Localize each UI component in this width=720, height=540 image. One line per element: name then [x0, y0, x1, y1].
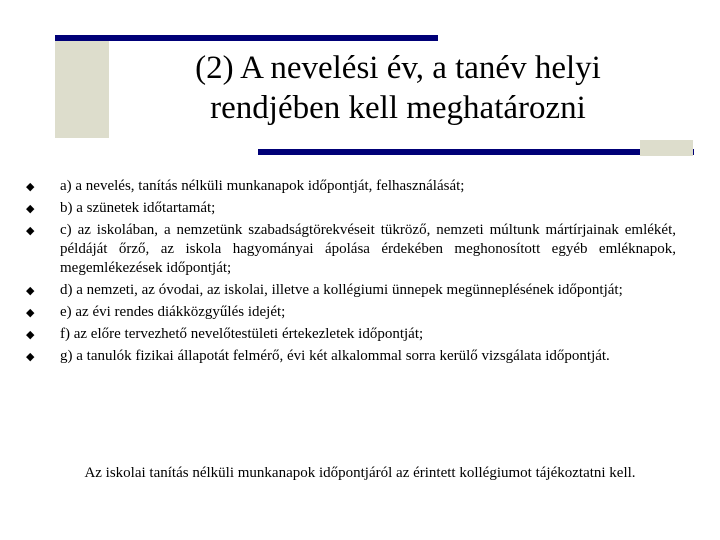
list-item — [26, 281, 676, 300]
list-item — [26, 347, 676, 366]
decorative-line-bottom — [258, 149, 694, 155]
slide-title-line-2: rendjében kell meghatározni — [210, 90, 586, 126]
diamond-bullet-icon: ◆ — [26, 350, 35, 363]
item-list — [26, 177, 676, 369]
decorative-square — [55, 35, 109, 138]
footer-note: Az iskolai tanítás nélküli munkanapok időpontjáról az érintett kollégiumot tájékoztatni kell. — [84, 465, 636, 481]
diamond-bullet-icon: ◆ — [26, 306, 35, 319]
list-item-text: f) az előre tervezhető nevelőtestületi értekezletek időpontját; — [60, 326, 424, 342]
list-item — [26, 221, 676, 278]
list-item — [26, 199, 676, 218]
slide-title-line-1: (2) A nevelési év, a tanév helyi — [195, 50, 601, 86]
decorative-line-top — [55, 35, 438, 41]
list-item-text: b) a szünetek időtartamát; — [60, 200, 216, 216]
diamond-bullet-icon: ◆ — [26, 202, 35, 215]
diamond-bullet-icon: ◆ — [26, 328, 35, 341]
list-item — [26, 325, 676, 344]
diamond-bullet-icon: ◆ — [26, 180, 35, 193]
decorative-square-small — [640, 140, 693, 156]
list-item-text: a) a nevelés, tanítás nélküli munkanapok időpontját, felhasználását; — [60, 178, 465, 194]
slide-title — [118, 48, 678, 128]
list-item-text: c) az iskolában, a nemzetünk szabadságtörekvéseit tükröző, nemzeti múltunk mártírjainak emlékét, példáját őrző, az iskola hagyományai ápolása érdekében meghonosított egyéb emléknapok, megemlékezések időpontját; — [60, 222, 676, 276]
list-item — [26, 303, 676, 322]
list-item-text: g) a tanulók fizikai állapotát felmérő, évi két alkalommal sorra kerülő vizsgálata időpontját. — [60, 348, 610, 364]
diamond-bullet-icon: ◆ — [26, 224, 35, 237]
list-item-text: d) a nemzeti, az óvodai, az iskolai, illetve a kollégiumi ünnepek megünneplésének időpontját; — [60, 282, 623, 298]
list-item-text: e) az évi rendes diákközgyűlés idejét; — [60, 304, 286, 320]
list-item — [26, 177, 676, 196]
diamond-bullet-icon: ◆ — [26, 284, 35, 297]
